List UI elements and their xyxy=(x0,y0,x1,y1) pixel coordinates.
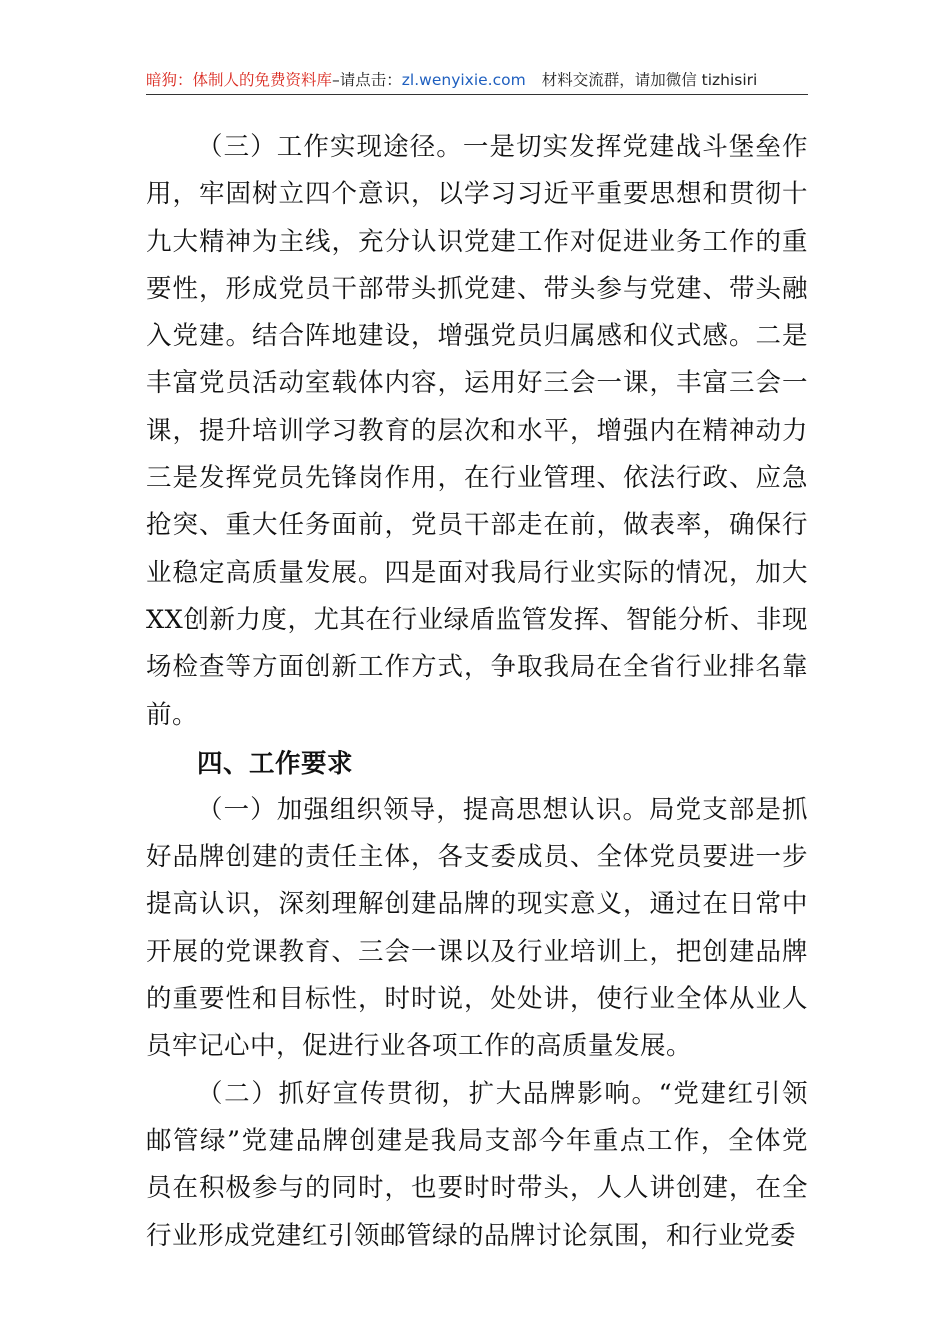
header-click-prompt: –请点击： xyxy=(332,71,402,89)
section-heading: 四、工作要求 xyxy=(197,748,354,779)
header-wechat-note: 材料交流群，请加微信 tizhisiri xyxy=(541,71,758,89)
paragraph-requirement-2: （二）抓好宣传贯彻，扩大品牌影响。“党建红引领邮管绿”党建品牌创建是我局支部今年重点工作，全体党员在积极参与的同时，也要时时带头，人人讲创建，在全行业形成党建红引领邮管绿的品牌讨论氛围，和行业党委 xyxy=(146,1078,808,1251)
document-body xyxy=(146,124,808,1260)
header-brand: 暗狗：体制人的免费资料库 xyxy=(146,71,333,89)
paragraph-work-approach: （三）工作实现途径。一是切实发挥党建战斗堡垒作用，牢固树立四个意识，以学习习近平重要思想和贯彻十九大精神为主线，充分认识党建工作对促进业务工作的重要性，形成党员干部带头抓党建、带头参与党建、带头融入党建。结合阵地建设，增强党员归属感和仪式感。二是丰富党员活动室载体内容，运用好三会一课，丰富三会一课，提升培训学习教育的层次和水平，增强内在精神动力三是发挥党员先锋岗作用，在行业管理、依法行政、应急抢突、重大任务面前，党员干部走在前，做表率，确保行业稳定高质量发展。四是面对我局行业实际的情况，加大XX创新力度，尤其在行业绿盾监管发挥、智能分析、非现场检查等方面创新工作方式，争取我局在全省行业排名靠前。 xyxy=(146,132,808,730)
page-header xyxy=(146,68,808,95)
header-url-link[interactable]: zl.wenyixie.com xyxy=(401,71,526,89)
paragraph-requirement-1: （一）加强组织领导，提高思想认识。局党支部是抓好品牌创建的责任主体，各支委成员、全体党员要进一步提高认识，深刻理解创建品牌的现实意义，通过在日常中开展的党课教育、三会一课以及行业培训上，把创建品牌的重要性和目标性，时时说，处处讲，使行业全体从业人员牢记心中，促进行业各项工作的高质量发展。 xyxy=(146,794,808,1062)
